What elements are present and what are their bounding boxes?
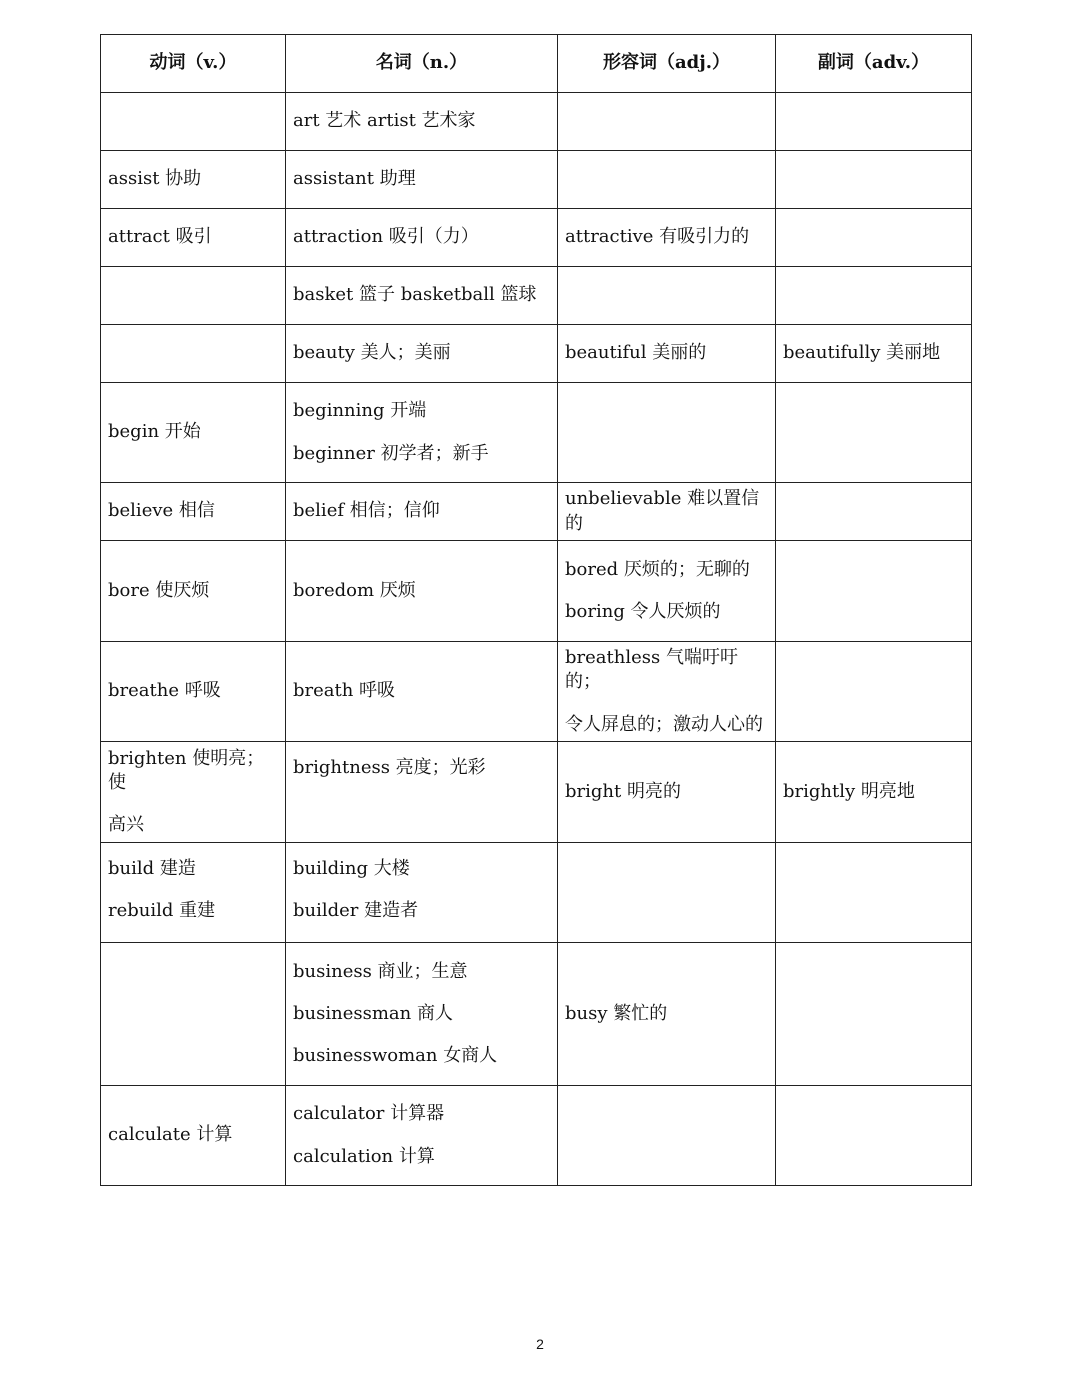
table-row	[101, 93, 972, 151]
adverb-cell	[776, 642, 972, 742]
adjective-cell	[558, 943, 776, 1086]
cell-text-line: breath 呼吸	[293, 680, 396, 702]
verb-cell	[101, 541, 286, 642]
adjective-cell	[558, 541, 776, 642]
cell-text-line: beautiful 美丽的	[565, 342, 707, 364]
verb-cell	[101, 209, 286, 267]
header-noun: 名词（n.）	[286, 35, 558, 93]
table-row	[101, 943, 972, 1086]
adjective-cell	[558, 1086, 776, 1186]
cell-text-line: assist 协助	[108, 168, 202, 190]
cell-text-line: attract 吸引	[108, 226, 212, 248]
cell-text-line: begin 开始	[108, 421, 201, 443]
adverb-cell	[776, 383, 972, 483]
cell-text-line: breathe 呼吸	[108, 680, 221, 702]
table-body	[101, 93, 972, 1186]
noun-cell	[286, 642, 558, 742]
verb-cell	[101, 383, 286, 483]
noun-cell	[286, 843, 558, 943]
noun-cell	[286, 1086, 558, 1186]
cell-text-line: building 大楼	[293, 858, 410, 879]
cell-text-line: brightly 明亮地	[783, 780, 915, 802]
table-row	[101, 151, 972, 209]
noun-cell	[286, 325, 558, 383]
cell-text-line: businesswoman 女商人	[293, 1045, 498, 1067]
cell-text-line: belief 相信；信仰	[293, 500, 440, 522]
cell-text-line: 令人屏息的；激动人心的	[565, 713, 763, 735]
cell-text-line: beautifully 美丽地	[783, 342, 941, 364]
adverb-cell	[776, 843, 972, 943]
cell-text-line: beauty 美人；美丽	[293, 342, 451, 364]
adjective-cell	[558, 483, 776, 541]
adverb-cell	[776, 151, 972, 209]
cell-text-line: builder 建造者	[293, 900, 419, 922]
noun-cell	[286, 383, 558, 483]
table-row	[101, 325, 972, 383]
noun-cell	[286, 483, 558, 541]
cell-text-line: assistant 助理	[293, 168, 416, 190]
adverb-cell	[776, 742, 972, 843]
cell-text-line: busy 繁忙的	[565, 1002, 668, 1024]
adjective-cell	[558, 383, 776, 483]
header-adjective: 形容词（adj.）	[558, 35, 776, 93]
adverb-cell	[776, 483, 972, 541]
verb-cell	[101, 642, 286, 742]
cell-text-line: beginning 开端	[293, 400, 427, 422]
verb-cell	[101, 151, 286, 209]
table-row	[101, 209, 972, 267]
cell-text-line: calculator 计算器	[293, 1103, 445, 1125]
cell-text-line: bore 使厌烦	[108, 579, 210, 601]
adjective-cell	[558, 843, 776, 943]
verb-cell	[101, 267, 286, 325]
adjective-cell	[558, 642, 776, 742]
table-row	[101, 843, 972, 943]
cell-text-line: calculation 计算	[293, 1145, 435, 1167]
verb-cell	[101, 1086, 286, 1186]
verb-cell	[101, 93, 286, 151]
table-row	[101, 642, 972, 742]
cell-text-line: business 商业；生意	[293, 960, 468, 982]
table-row	[101, 742, 972, 843]
noun-cell	[286, 541, 558, 642]
cell-text-line: calculate 计算	[108, 1124, 233, 1146]
vocabulary-table	[100, 34, 972, 1186]
verb-cell	[101, 483, 286, 541]
noun-cell	[286, 742, 558, 843]
cell-text-line: 高兴	[108, 814, 144, 836]
noun-cell	[286, 209, 558, 267]
adjective-cell	[558, 325, 776, 383]
cell-text-line: brightness 亮度；光彩	[293, 757, 486, 778]
adverb-cell	[776, 325, 972, 383]
noun-cell	[286, 943, 558, 1086]
verb-cell	[101, 943, 286, 1086]
adjective-cell	[558, 151, 776, 209]
header-verb: 动词（v.）	[101, 35, 286, 93]
cell-text-line: attractive 有吸引力的	[565, 226, 750, 248]
cell-text-line: boredom 厌烦	[293, 579, 416, 601]
cell-text-line: rebuild 重建	[108, 900, 216, 922]
cell-text-line: art 艺术 artist 艺术家	[293, 110, 476, 132]
adjective-cell	[558, 742, 776, 843]
adjective-cell	[558, 93, 776, 151]
table-row	[101, 1086, 972, 1186]
cell-text-line: beginner 初学者；新手	[293, 442, 489, 464]
cell-text-line: build 建造	[108, 858, 196, 879]
adverb-cell	[776, 267, 972, 325]
cell-text-line: businessman 商人	[293, 1002, 453, 1024]
adverb-cell	[776, 541, 972, 642]
cell-text-line: breathless 气喘吁吁的；	[565, 647, 738, 693]
noun-cell	[286, 267, 558, 325]
verb-cell	[101, 325, 286, 383]
adjective-cell	[558, 209, 776, 267]
page-number: 2	[536, 1336, 544, 1352]
cell-text-line: basket 篮子 basketball 篮球	[293, 284, 537, 306]
table-row	[101, 541, 972, 642]
cell-text-line: attraction 吸引（力）	[293, 226, 479, 248]
cell-text-line: unbelievable 难以置信的	[565, 488, 760, 534]
adverb-cell	[776, 943, 972, 1086]
table-row	[101, 483, 972, 541]
header-adverb: 副词（adv.）	[776, 35, 972, 93]
adverb-cell	[776, 1086, 972, 1186]
table-row	[101, 267, 972, 325]
cell-text-line: believe 相信	[108, 500, 215, 522]
adjective-cell	[558, 267, 776, 325]
adverb-cell	[776, 93, 972, 151]
adverb-cell	[776, 209, 972, 267]
cell-text-line: brighten 使明亮；使	[108, 747, 265, 793]
header-row	[101, 35, 972, 93]
cell-text-line: boring 令人厌烦的	[565, 601, 721, 622]
cell-text-line: bright 明亮的	[565, 780, 681, 802]
noun-cell	[286, 151, 558, 209]
table-row	[101, 383, 972, 483]
noun-cell	[286, 93, 558, 151]
verb-cell	[101, 843, 286, 943]
verb-cell	[101, 742, 286, 843]
cell-text-line: bored 厌烦的；无聊的	[565, 558, 750, 580]
